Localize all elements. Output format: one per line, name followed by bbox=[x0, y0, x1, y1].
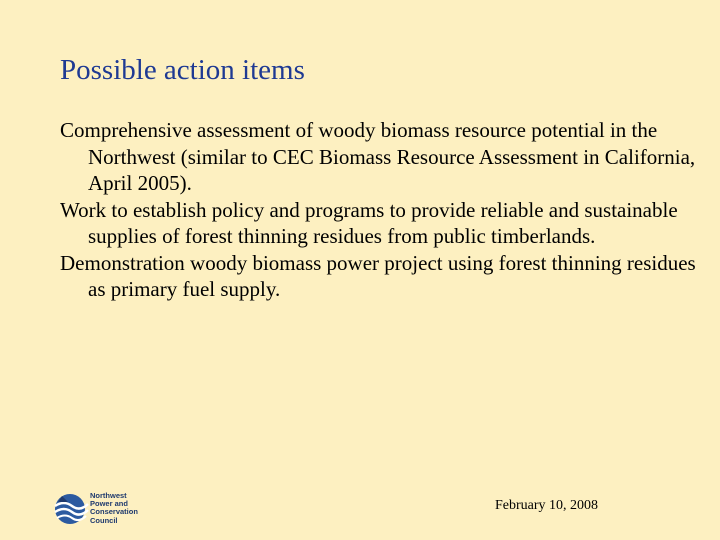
logo-line: Council bbox=[90, 515, 118, 525]
bullet-list bbox=[60, 117, 700, 303]
logo-line: Power and bbox=[90, 499, 128, 509]
council-logo bbox=[52, 492, 144, 526]
logo-line: Conservation bbox=[90, 507, 138, 517]
footer-date: February 10, 2008 bbox=[494, 498, 598, 513]
slide-title: Possible action items bbox=[60, 54, 305, 86]
bullet-item: Demonstration woody biomass power project using forest thinning residues as primary fuel supply. bbox=[60, 250, 696, 301]
council-logo-text bbox=[90, 492, 138, 525]
council-logo-icon bbox=[52, 492, 90, 526]
bullet-item: Comprehensive assessment of woody biomass resource potential in the Northwest (similar to CEC Biomass Resource Assessment in California, April 2005). bbox=[60, 118, 696, 195]
bullet-item: Work to establish policy and programs to provide reliable and sustainable supplies of forest thinning residues from public timberlands. bbox=[60, 197, 678, 248]
logo-line: Northwest bbox=[90, 491, 127, 500]
